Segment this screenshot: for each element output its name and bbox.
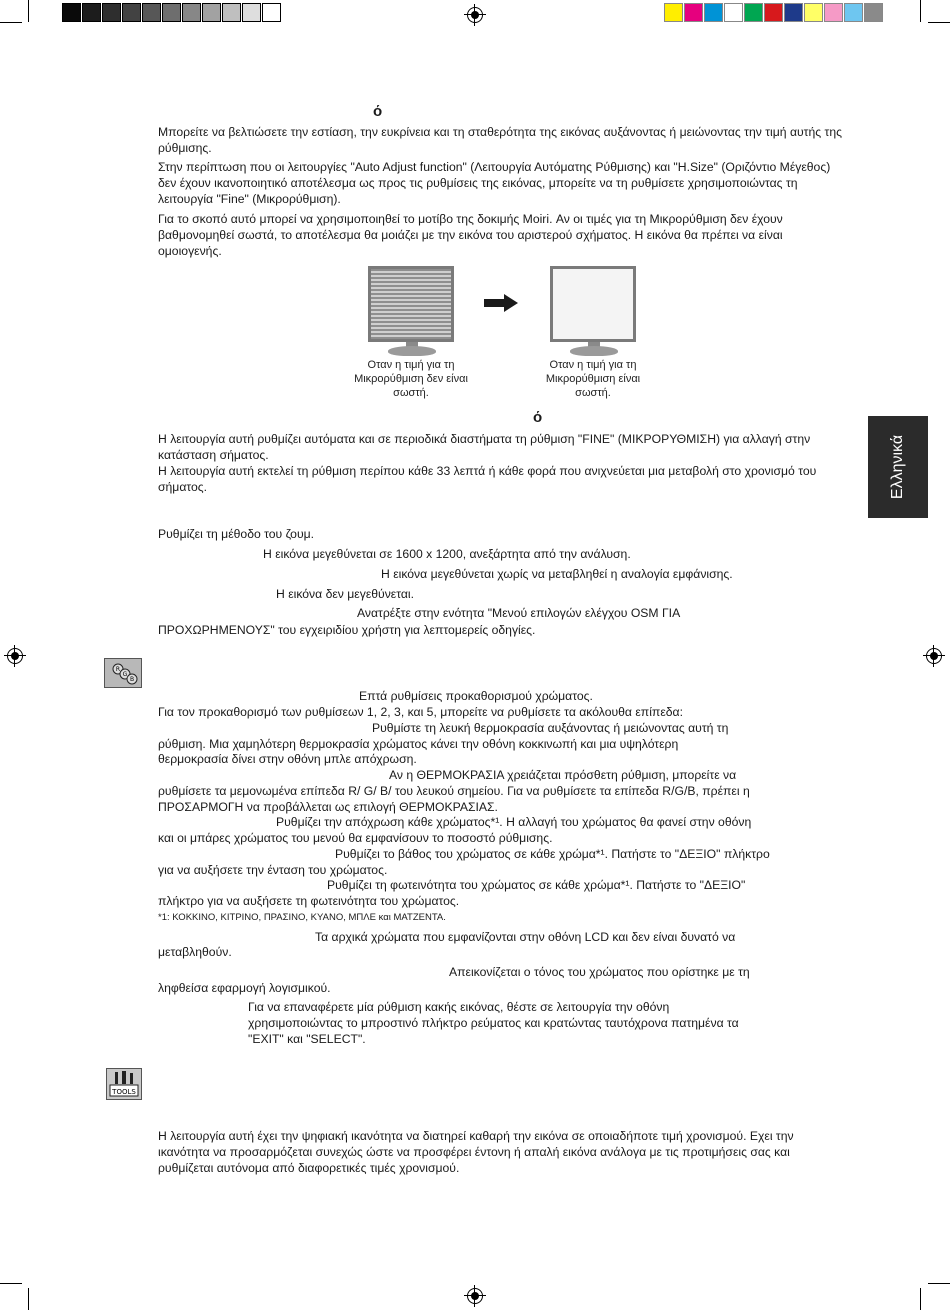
color-swatch <box>824 3 843 22</box>
gray-swatch <box>222 3 241 22</box>
gray-swatch <box>162 3 181 22</box>
color-swatch <box>684 3 703 22</box>
note-text: "EXIT" και "SELECT". <box>248 1032 366 1046</box>
option-description: Αν η ΘΕΡΜΟΚΡΑΣΙΑ χρειάζεται πρόσθετη ρύθμιση, μπορείτε να <box>389 768 737 782</box>
gray-swatch <box>202 3 221 22</box>
color-swatch <box>784 3 803 22</box>
paragraph: Η λειτουργία αυτή εκτελεί τη ρύθμιση περίπου κάθε 33 λεπτά ή κάθε φορά που ανιχνεύεται μια μεταβολή στο χρονισμό του σήματος. <box>158 464 817 494</box>
color-swatch <box>664 3 683 22</box>
figure-caption-left: Οταν η τιμή για τη Μικρορύθμιση δεν είναι σωστή. <box>354 359 468 399</box>
color-swatch <box>764 3 783 22</box>
registration-mark-icon <box>467 1288 483 1304</box>
color-swatch <box>724 3 743 22</box>
registration-mark-icon <box>7 648 23 664</box>
paragraph: Η λειτουργία αυτή έχει την ψηφιακή ικανότητα να διατηρεί καθαρή την εικόνα σε οποιαδήποτε τιμή χρονισμού. Εχει την ικανότητα να προσαρμόζεται συνεχώς ώστε να προσφέρει έντονη ή απαλή εικόνα ανάλογα με τις προτιμήσεις σας και ρυθμίζεται αυτόνομα από διαφορετικές τιμές χρονισμού. <box>158 1129 794 1175</box>
color-swatch <box>744 3 763 22</box>
gray-swatch <box>242 3 261 22</box>
note-text: χρησιμοποιώντας το μπροστινό πλήκτρο ρεύματος και κρατώντας ταυτόχρονα πατημένα τα <box>248 1016 739 1030</box>
option-description: Ρυθμίζει το βάθος του χρώματος σε κάθε χρώμα*¹. Πατήστε το "ΔΕΞΙΟ" πλήκτρο <box>335 847 770 861</box>
color-swatch <box>704 3 723 22</box>
section-heading-glyph: ό <box>533 409 543 426</box>
option-description: Ρυθμίζει τη φωτεινότητα του χρώματος σε κάθε χρώμα*¹. Πατήστε το "ΔΕΞΙΟ" <box>327 878 746 892</box>
color-swatch <box>804 3 823 22</box>
option-description: Ανατρέξτε στην ενότητα "Μενού επιλογών ελέγχου OSM ΓΙΑ <box>357 606 681 620</box>
gray-swatch <box>102 3 121 22</box>
option-description: Επτά ρυθμίσεις προκαθορισμού χρώματος. <box>359 689 593 703</box>
tools-icon-label: TOOLS <box>112 1088 136 1096</box>
paragraph: Μπορείτε να βελτιώσετε την εστίαση, την ευκρίνεια και τη σταθερότητα της εικόνας αυξάνοντας ή μειώνοντας την τιμή αυτής της ρύθμισης. <box>158 125 842 155</box>
option-description: Τα αρχικά χρώματα που εμφανίζονται στην οθόνη LCD και δεν είναι δυνατό να <box>315 930 736 944</box>
gray-swatch <box>262 3 281 22</box>
crop-mark <box>920 1288 921 1310</box>
color-swatch <box>844 3 863 22</box>
crop-mark <box>928 22 950 23</box>
paragraph: Για τον προκαθορισμό των ρυθμίσεων 1, 2, 3, και 5, μπορείτε να ρυθμίσετε τα ακόλουθα επίπεδα: <box>158 705 683 719</box>
option-description: Η εικόνα μεγεθύνεται χωρίς να μεταβληθεί η αναλογία εμφάνισης. <box>381 567 733 581</box>
gray-swatch <box>142 3 161 22</box>
svg-text:B: B <box>129 676 135 683</box>
option-description: ληφθείσα εφαρμογή λογισμικού. <box>158 981 331 995</box>
option-description: Απεικονίζεται ο τόνος του χρώματος που ορίστηκε με τη <box>449 965 750 979</box>
paragraph: Για το σκοπό αυτό μπορεί να χρησιμοποιηθεί το μοτίβο της δοκιμής Moiri. Αν οι τιμές για τη Μικρορύθμιση δεν έχουν βαθμονομηθεί σωστά, το αποτέλεσμα θα μοιάζει με την εικόνα του αριστερού σχήματος. Η εικόνα θα πρέπει να είναι ομοιογενής. <box>158 212 783 258</box>
option-description: Η εικόνα δεν μεγεθύνεται. <box>276 587 415 601</box>
language-side-tab: Ελληνικά <box>868 416 928 518</box>
paragraph: Στην περίπτωση που οι λειτουργίες "Auto Adjust function" (Λειτουργία Αυτόματης Ρύθμισης) και "H.Size" (Οριζόντιο Μέγεθος) δεν έχουν ικανοποιητικό αποτέλεσμα ως προς τις ρυθμίσεις της εικόνας, μπορείτε να τη ρυθμίσετε χρησιμοποιώντας τη λειτουργία "Fine" (Μικρορύθμιση). <box>158 160 831 206</box>
option-description: και οι μπάρες χρώματος του μενού θα εμφανίσουν το ποσοστό ρύθμισης. <box>158 831 553 845</box>
crop-mark <box>920 0 921 22</box>
note-text: Για να επαναφέρετε μία ρύθμιση κακής εικόνας, θέστε σε λειτουργία την οθόνη <box>248 1000 670 1014</box>
option-description: Ρυθμίζει την απόχρωση κάθε χρώματος*¹. Η αλλαγή του χρώματος θα φανεί στην οθόνη <box>276 815 752 829</box>
option-description: για να αυξήσετε την ένταση του χρώματος. <box>158 863 388 877</box>
paragraph: Ρυθμίζει τη μέθοδο του ζουμ. <box>158 527 315 541</box>
gray-swatch <box>82 3 101 22</box>
crop-mark <box>0 22 22 23</box>
crop-mark <box>0 1283 22 1284</box>
paragraph: Η λειτουργία αυτή ρυθμίζει αυτόματα και σε περιοδικά διαστήματα τη ρύθμιση "FINE" (ΜΙΚΡΟΡΥΘΜΙΣΗ) για αλλαγή στην κατάσταση σήματος. <box>158 432 811 462</box>
gray-swatch <box>62 3 81 22</box>
color-rgb-icon <box>104 658 142 688</box>
option-description: Η εικόνα μεγεθύνεται σε 1600 x 1200, ανεξάρτητα από την ανάλυση. <box>263 547 631 561</box>
option-description: ρύθμιση. Μια χαμηλότερη θερμοκρασία χρώματος κάνει την οθόνη κοκκινωπή και μια υψηλότερη <box>158 737 679 751</box>
tools-icon <box>106 1068 142 1100</box>
crop-mark <box>28 0 29 22</box>
arrow-right-icon <box>484 294 518 312</box>
crop-mark <box>928 1283 950 1284</box>
gray-swatch <box>182 3 201 22</box>
registration-mark-icon <box>467 7 483 23</box>
svg-text:R: R <box>115 666 121 673</box>
option-description: ρυθμίσετε τα μεμονωμένα επίπεδα R/ G/ B/ του λευκού σημείου. Για να ρυθμίσετε τα επίπεδα R/G/B, πρέπει η <box>158 784 750 798</box>
option-description: μεταβληθούν. <box>158 945 232 959</box>
footnote: *1: ΚΟΚΚΙΝΟ, ΚΙΤΡΙΝΟ, ΠΡΑΣΙΝΟ, ΚΥΑΝΟ, ΜΠΛΕ και ΜΑΤΖΕΝΤΑ. <box>158 912 446 923</box>
option-description: θερμοκρασία δίνει στην οθόνη μπλε απόχρωση. <box>158 752 417 766</box>
figure-caption-right: Οταν η τιμή για τη Μικρορύθμιση είναι σωστή. <box>545 359 641 399</box>
option-description: Ρυθμίστε τη λευκή θερμοκρασία αυξάνοντας ή μειώνοντας αυτή τη <box>372 721 729 735</box>
svg-text:G: G <box>122 671 128 678</box>
crop-mark <box>28 1288 29 1310</box>
option-description: πλήκτρο για να αυξήσετε τη φωτεινότητα του χρώματος. <box>158 894 460 908</box>
registration-mark-icon <box>926 648 942 664</box>
section-heading-glyph: ό <box>373 103 383 120</box>
option-description: ΠΡΟΧΩΡΗΜΕΝΟΥΣ" του εγχειριδίου χρήστη για λεπτομερείς οδηγίες. <box>158 623 536 637</box>
option-description: ΠΡΟΣΑΡΜΟΓΗ να προβάλλεται ως επιλογή ΘΕΡΜΟΚΡΑΣΙΑΣ. <box>158 800 498 814</box>
gray-swatch <box>122 3 141 22</box>
color-swatch <box>864 3 883 22</box>
